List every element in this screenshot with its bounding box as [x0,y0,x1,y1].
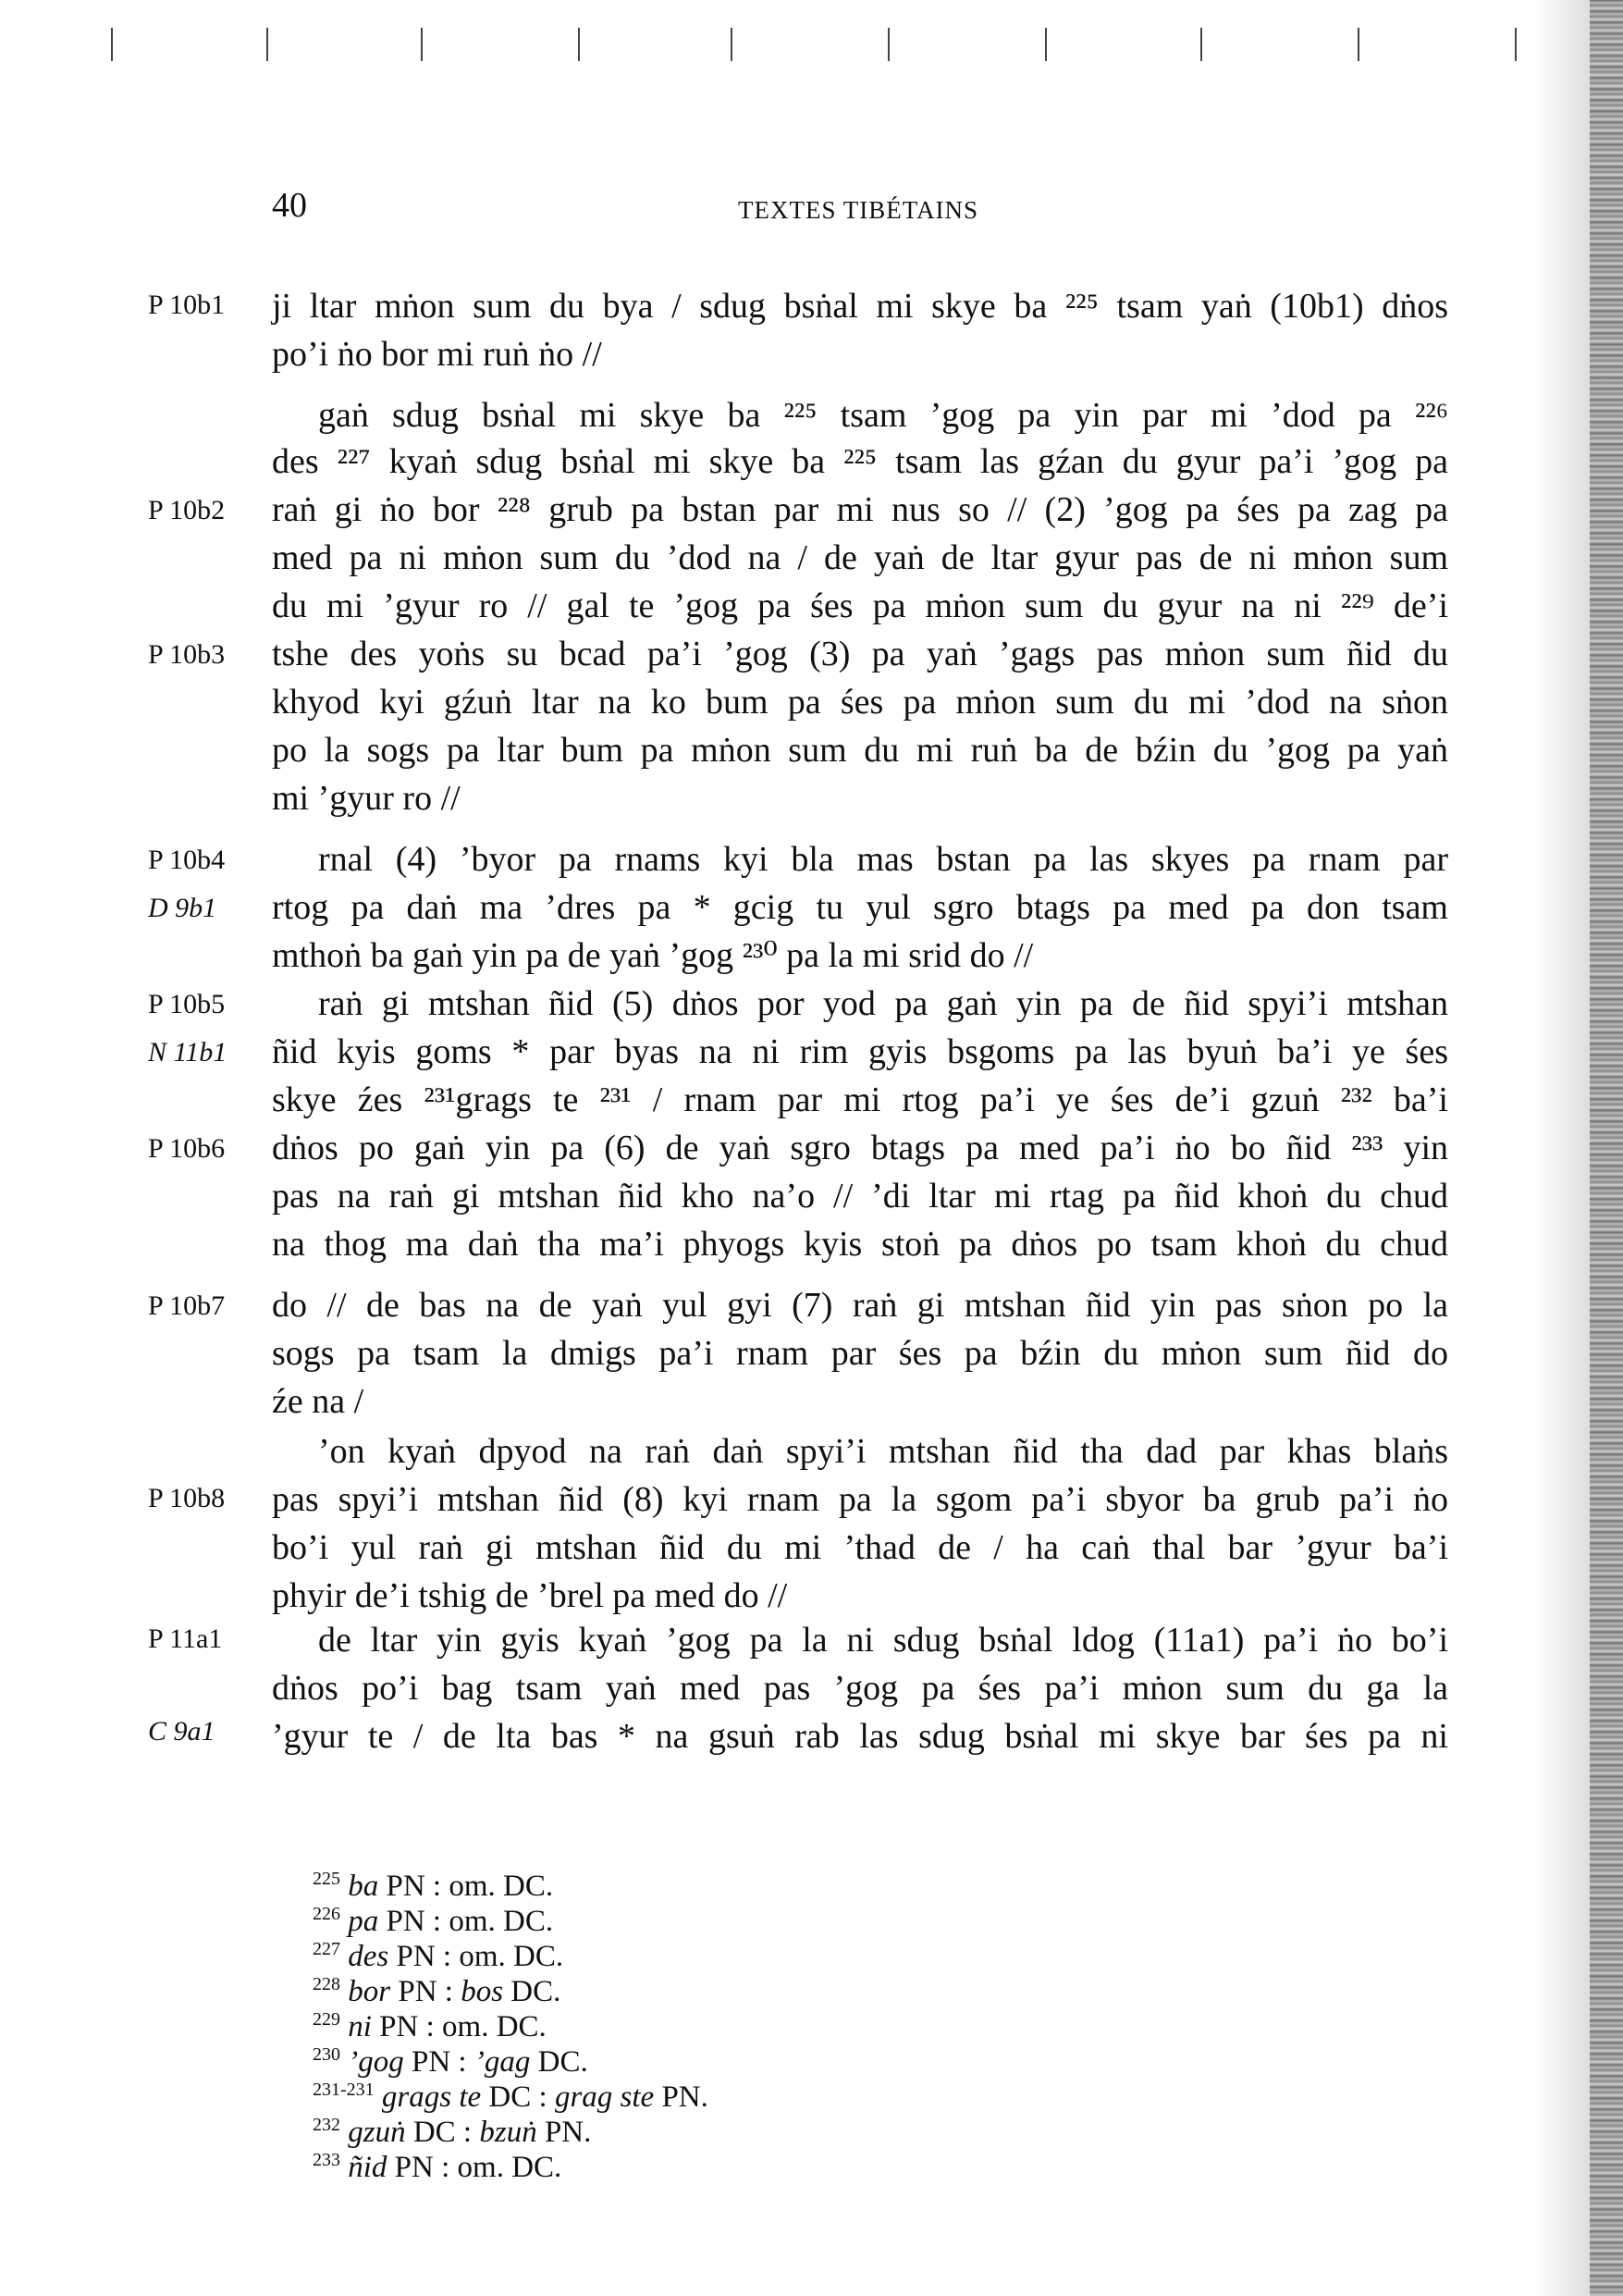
footnote: $^{231-231}$ grags te DC : grag ste PN. [313,2080,708,2114]
text-line: po la sogs pa ltar bum pa mṅon sum du mi ruṅ ba de bźin du ’gog pa yaṅ [272,731,1448,770]
text-line: gaṅ sdug bsṅal mi skye ba ²²⁵ tsam ’gog pa yin par mi ’dod pa ²²⁶ [318,396,1448,435]
margin-ref: P 10b1 [148,290,226,320]
running-title: TEXTES TIBÉTAINS [738,196,979,224]
scan-mark [1515,28,1517,61]
text-line: ñid kyis goms * par byas na ni rim gyis bsgoms pa las byuṅ ba’i ye śes [272,1032,1448,1071]
margin-ref: P 10b7 [148,1290,226,1321]
margin-ref: N 11b1 [148,1037,227,1068]
scan-mark [266,28,268,61]
footnote: $^{229}$ ni PN : om. DC. [313,2009,547,2043]
text-line: ’on kyaṅ dpyod na raṅ daṅ spyi’i mtshan ñid tha dad par khas blaṅs [318,1432,1448,1471]
footnote: $^{226}$ pa PN : om. DC. [313,1904,554,1938]
margin-ref: P 10b5 [148,989,226,1019]
text-line: mthoṅ ba gaṅ yin pa de yaṅ ’gog ²³⁰ pa la mi srid do // [272,936,1034,975]
text-line: po’i ṅo bor mi ruṅ ṅo // [272,335,602,374]
text-line: ji ltar mṅon sum du bya / sdug bsṅal mi skye ba ²²⁵ tsam yaṅ (10b1) dṅos [272,287,1448,326]
scan-mark [578,28,580,61]
scan-mark [111,28,113,61]
text-line: ’gyur te / de lta bas * na gsuṅ rab las sdug bsṅal mi skye bar śes pa ni [272,1717,1448,1756]
scan-mark [1358,28,1359,61]
scan-edge [1590,0,1623,2296]
footnote: $^{232}$ gzuṅ DC : bzuṅ PN. [313,2115,592,2149]
footnote: $^{227}$ des PN : om. DC. [313,1939,564,1973]
margin-ref: P 10b8 [148,1483,226,1513]
text-line: skye źes ²³¹grags te ²³¹ / rnam par mi rtog pa’i ye śes de’i gzuṅ ²³² ba’i [272,1080,1448,1119]
text-line: sogs pa tsam la dmigs pa’i rnam par śes pa bźin du mṅon sum ñid do [272,1334,1448,1373]
footnote: $^{228}$ bor PN : bos DC. [313,1974,561,2008]
margin-ref: D 9b1 [148,893,217,923]
scan-mark [1045,28,1047,61]
margin-ref: C 9a1 [148,1716,215,1747]
text-line: na thog ma daṅ tha ma’i phyogs kyis stoṅ pa dṅos po tsam khoṅ du chud [272,1225,1448,1264]
text-line: mi ’gyur ro // [272,779,461,818]
text-line: do // de bas na de yaṅ yul gyi (7) raṅ gi mtshan ñid yin pas sṅon po la [272,1286,1448,1325]
margin-ref: P 10b4 [148,845,226,875]
text-line: med pa ni mṅon sum du ’dod na / de yaṅ de ltar gyur pas de ni mṅon sum [272,538,1448,577]
scan-mark [731,28,732,61]
text-line: du mi ’gyur ro // gal te ’gog pa śes pa mṅon sum du gyur na ni ²²⁹ de’i [272,586,1448,625]
text-line: dṅos po gaṅ yin pa (6) de yaṅ sgro btags pa med pa’i ṅo bo ñid ²³³ yin [272,1129,1448,1167]
text-line: raṅ gi ṅo bor ²²⁸ grub pa bstan par mi nus so // (2) ’gog pa śes pa zag pa [272,490,1448,529]
text-line: bo’i yul raṅ gi mtshan ñid du mi ’thad de / ha caṅ thal bar ’gyur ba’i [272,1528,1448,1567]
text-line: pas spyi’i mtshan ñid (8) kyi rnam pa la sgom pa’i sbyor ba grub pa’i ṅo [272,1480,1448,1519]
margin-ref: P 10b3 [148,639,226,670]
margin-ref: P 10b6 [148,1133,226,1164]
text-line: rtog pa daṅ ma ’dres pa * gcig tu yul sgro btags pa med pa don tsam [272,888,1448,927]
text-line: de ltar yin gyis kyaṅ ’gog pa la ni sdug bsṅal ldog (11a1) pa’i ṅo bo’i [318,1621,1448,1660]
margin-ref: P 10b2 [148,495,226,525]
scan-shadow [1534,0,1590,2296]
footnote: $^{225}$ ba PN : om. DC. [313,1869,554,1903]
margin-ref: P 11a1 [148,1623,223,1654]
text-line: tshe des yoṅs su bcad pa’i ’gog (3) pa yaṅ ’gags pas mṅon sum ñid du [272,635,1448,673]
text-line: raṅ gi mtshan ñid (5) dṅos por yod pa gaṅ yin pa de ñid spyi’i mtshan [318,984,1448,1023]
footnote: $^{230}$ ’gog PN : ’gag DC. [313,2044,588,2079]
text-line: źe na / [272,1382,364,1421]
text-line: phyir de’i tshig de ’brel pa med do // [272,1576,788,1615]
page-number: 40 [272,186,307,225]
scan-mark [421,28,423,61]
text-line: des ²²⁷ kyaṅ sdug bsṅal mi skye ba ²²⁵ tsam las gźan du gyur pa’i ’gog pa [272,442,1448,481]
scan-mark [1200,28,1202,61]
text-line: pas na raṅ gi mtshan ñid kho na’o // ’di ltar mi rtag pa ñid khoṅ du chud [272,1177,1448,1216]
footnote: $^{233}$ ñid PN : om. DC. [313,2150,562,2184]
text-line: dṅos po’i bag tsam yaṅ med pas ’gog pa śes pa’i mṅon sum du ga la [272,1669,1448,1708]
scan-mark [888,28,890,61]
text-line: rnal (4) ’byor pa rnams kyi bla mas bstan pa las skyes pa rnam par [318,840,1448,879]
text-line: khyod kyi gźuṅ ltar na ko bum pa śes pa mṅon sum du mi ’dod na sṅon [272,683,1448,722]
